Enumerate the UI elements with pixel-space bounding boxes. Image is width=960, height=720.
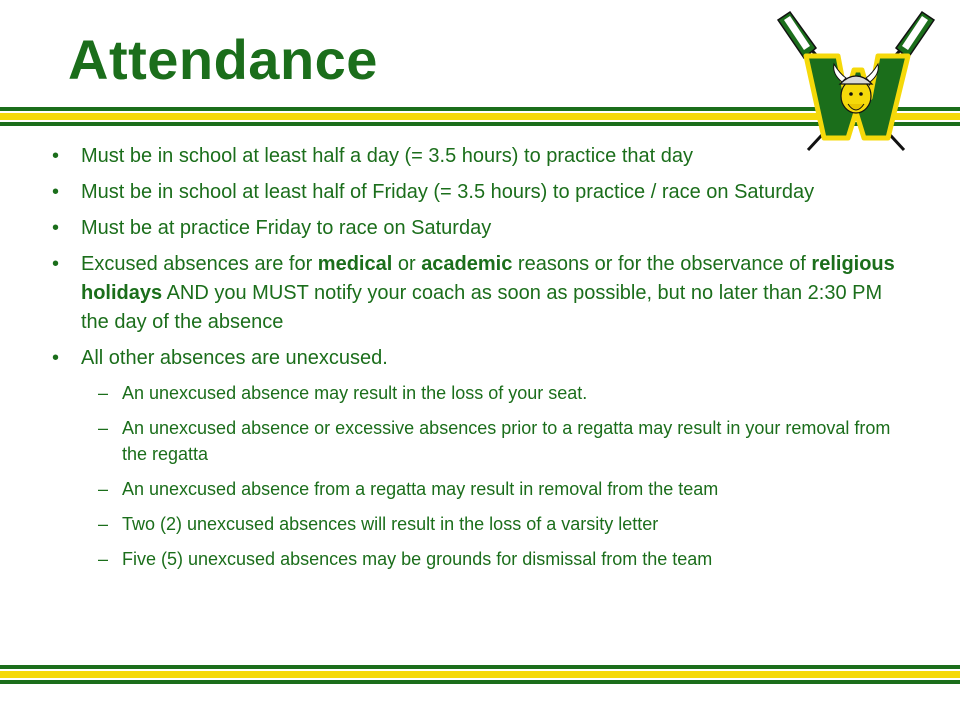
bullet-icon: • (52, 253, 60, 275)
sub-list-item: – Two (2) unexcused absences will result in the loss of a varsity letter (52, 511, 902, 537)
dash-icon: – (98, 418, 109, 438)
bullet-icon: • (52, 217, 60, 239)
sub-list-item: – An unexcused absence or excessive absences prior to a regatta may result in your removal from the regatta (52, 415, 902, 467)
list-item: • Must be at practice Friday to race on Saturday (52, 214, 902, 243)
sub-bullet-list (52, 380, 902, 572)
viking-oars-logo-icon (776, 10, 936, 155)
bold-term: academic (421, 253, 513, 275)
dash-icon: – (98, 383, 109, 403)
sub-list-item: – An unexcused absence may result in the loss of your seat. (52, 380, 902, 406)
bold-term: medical (317, 253, 393, 275)
bullet-icon: • (52, 145, 60, 167)
list-item: • All other absences are unexcused. (52, 344, 902, 373)
list-item: • Must be in school at least half of Friday (= 3.5 hours) to practice / race on Saturday (52, 178, 902, 207)
footer-stripes (0, 665, 960, 687)
slide-title: Attendance (68, 28, 378, 91)
bullet-icon: • (52, 181, 60, 203)
bullet-list (52, 142, 902, 373)
list-item: • Must be in school at least half a day (= 3.5 hours) to practice that day (52, 142, 902, 171)
dash-icon: – (98, 549, 109, 569)
dash-icon: – (98, 479, 109, 499)
bold-term: religious holidays (81, 253, 895, 304)
dash-icon: – (98, 514, 109, 534)
list-item: • Excused absences are for medical or academic reasons or for the observance of religious holidays AND you MUST notify your coach as soon as possible, but no later than 2:30 PM the day of the absence (52, 250, 902, 337)
bullet-icon: • (52, 347, 60, 369)
sub-list-item: – An unexcused absence from a regatta may result in removal from the team (52, 476, 902, 502)
slide-body (52, 142, 902, 581)
sub-list-item: – Five (5) unexcused absences may be grounds for dismissal from the team (52, 546, 902, 572)
